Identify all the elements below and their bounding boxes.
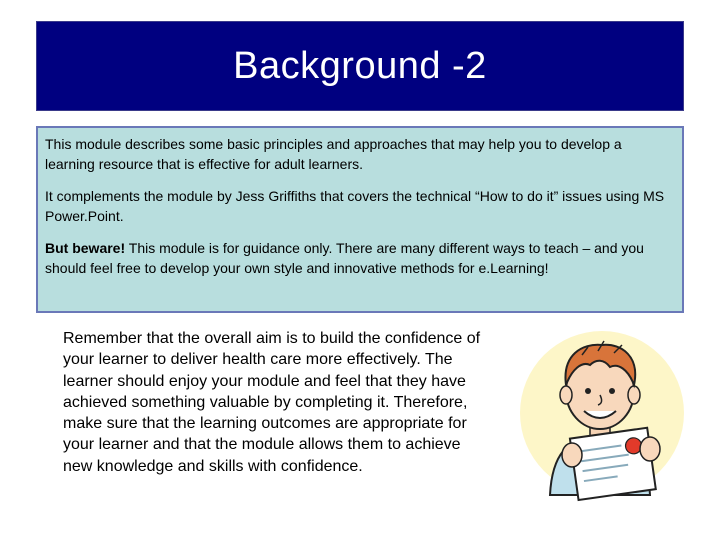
right-eye bbox=[609, 388, 615, 394]
right-hand-shape bbox=[640, 437, 660, 461]
info-paragraph-complements: It complements the module by Jess Griffiths that covers the technical “How to do it” issues using MS Power.Point. bbox=[45, 188, 665, 224]
body-paragraph: Remember that the overall aim is to build the confidence of your learner to deliver health care more effectively. The learner should enjoy your module and feel that they have achieved something valuable by completing it. Therefore, make sure that the learning outcomes are appropriate for your learner and that the module allows them to achieve new knowledge and skills with confidence. bbox=[63, 330, 481, 475]
beware-text: This module is for guidance only. There are many different ways to teach – and you should feel free to develop your own style and innovative methods for e.Learning! bbox=[45, 240, 644, 276]
title-banner bbox=[36, 21, 684, 111]
beware-label: But beware! bbox=[45, 240, 126, 256]
certificate-shape bbox=[570, 428, 656, 500]
right-ear-shape bbox=[628, 386, 640, 404]
left-ear-shape bbox=[560, 386, 572, 404]
left-hand-shape bbox=[562, 443, 582, 467]
info-paragraph-intro: This module describes some basic principles and approaches that may help you to develop a learning resource that is effective for adult learners. bbox=[45, 136, 622, 172]
info-box bbox=[36, 126, 684, 313]
boy-holding-certificate-illustration bbox=[512, 325, 688, 505]
left-eye bbox=[585, 388, 591, 394]
illustration-svg bbox=[512, 325, 688, 505]
info-paragraph-beware bbox=[45, 238, 674, 278]
slide-title: Background -2 bbox=[233, 44, 487, 87]
